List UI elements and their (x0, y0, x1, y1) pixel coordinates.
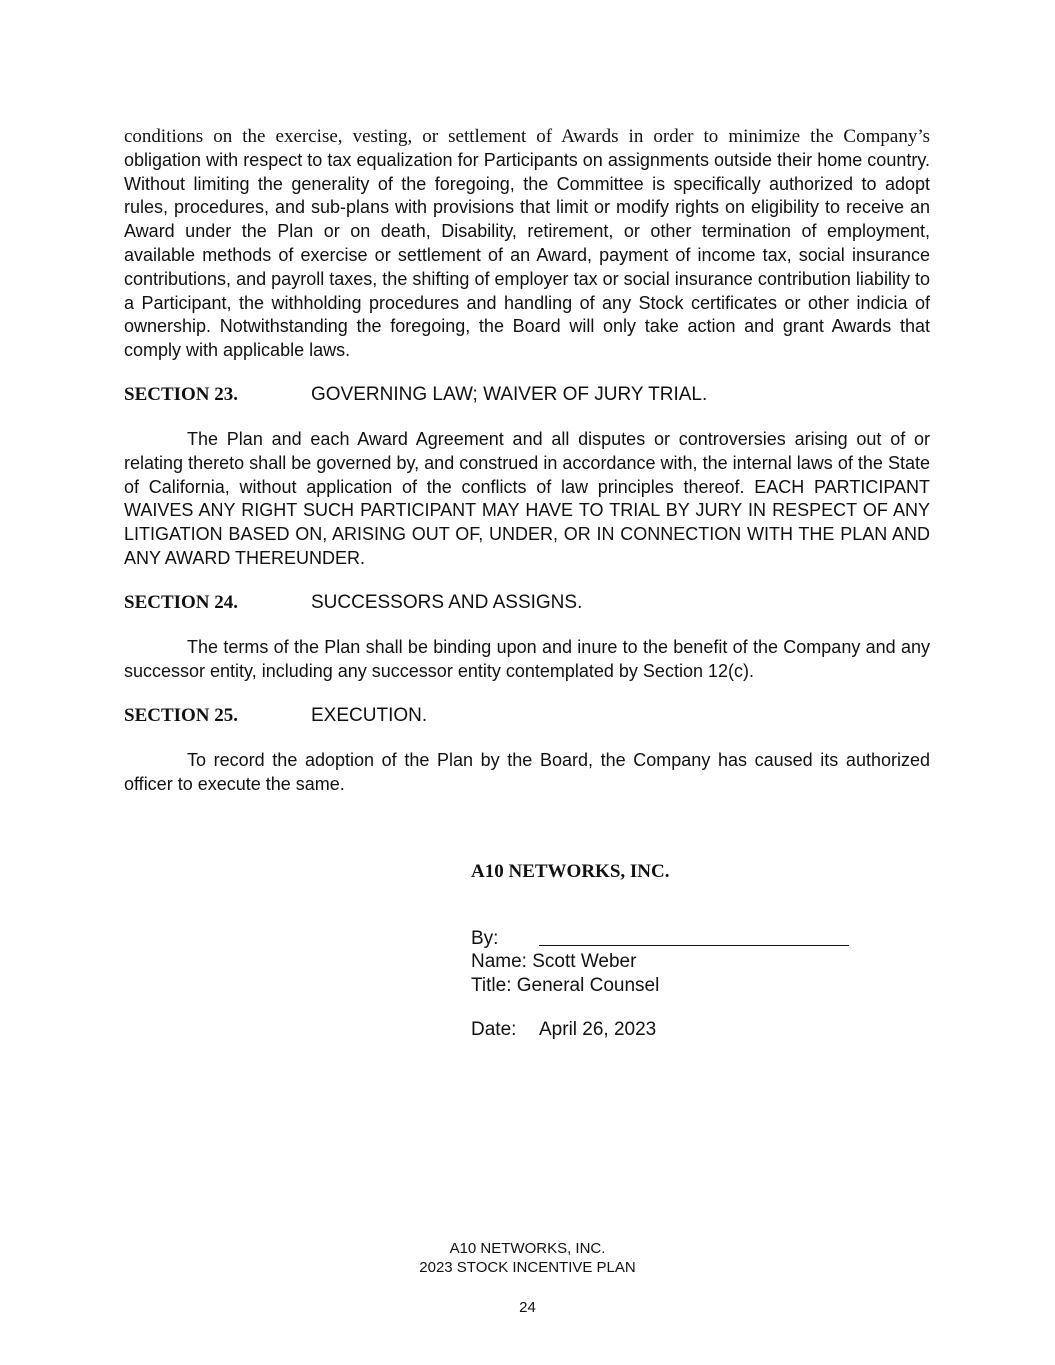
intro-first-line: conditions on the exercise, vesting, or settlement of Awards in order to minimize the Company’s (124, 126, 930, 147)
signature-date-label: Date: (471, 1019, 517, 1040)
section-24-number: SECTION 24. (124, 592, 239, 613)
section-23-body: The Plan and each Award Agreement and all disputes or controversies arising out of or relating thereto shall be governed by, and construed in accordance with, the internal laws of the State of California, without application of the conflicts of law principles thereof. EACH PARTICIPANT WAIVES ANY RIGHT SUCH PARTICIPANT MAY HAVE TO TRIAL BY JURY IN RESPECT OF ANY LITIGATION BASED ON, ARISING OUT OF, UNDER, OR IN CONNECTION WITH THE PLAN AND ANY AWARD THEREUNDER. (124, 429, 930, 568)
page-number: 24 (519, 1299, 536, 1316)
signature-company-name: A10 NETWORKS, INC. (471, 861, 670, 882)
signature-date-value: April 26, 2023 (539, 1019, 657, 1040)
signature-line (539, 945, 849, 946)
signature-by-label: By: (471, 928, 499, 949)
signature-title: Title: General Counsel (471, 975, 660, 996)
section-23-title: GOVERNING LAW; WAIVER OF JURY TRIAL. (311, 384, 708, 405)
footer-plan-name: 2023 STOCK INCENTIVE PLAN (419, 1259, 636, 1276)
section-23-number: SECTION 23. (124, 384, 239, 405)
section-25-body: To record the adoption of the Plan by the Board, the Company has caused its authorized officer to execute the same. (124, 750, 930, 794)
footer-company: A10 NETWORKS, INC. (449, 1240, 606, 1257)
section-24-title: SUCCESSORS AND ASSIGNS. (311, 592, 583, 613)
intro-paragraph (124, 125, 930, 363)
section-24-body: The terms of the Plan shall be binding upon and inure to the benefit of the Company and any successor entity, including any successor entity contemplated by Section 12(c). (124, 637, 930, 681)
intro-paragraph-rest: obligation with respect to tax equalization for Participants on assignments outside their home country. Without limiting the generality of the foregoing, the Committee is specifically authorized to adopt rules, procedures, and sub-plans with provisions that limit or modify rights on eligibility to receive an Award under the Plan or on death, Disability, retirement, or other termination of employment, available methods of exercise or settlement of an Award, payment of income tax, social insurance contributions, and payroll taxes, the shifting of employer tax or social insurance contribution liability to a Participant, the withholding procedures and handling of any Stock certificates or other indicia of ownership. Notwithstanding the foregoing, the Board will only take action and grant Awards that comply with applicable laws. (124, 149, 930, 361)
section-25-title: EXECUTION. (311, 705, 428, 726)
signature-date (471, 1018, 657, 1042)
signature-name: Name: Scott Weber (471, 951, 637, 972)
section-25-number: SECTION 25. (124, 705, 239, 726)
